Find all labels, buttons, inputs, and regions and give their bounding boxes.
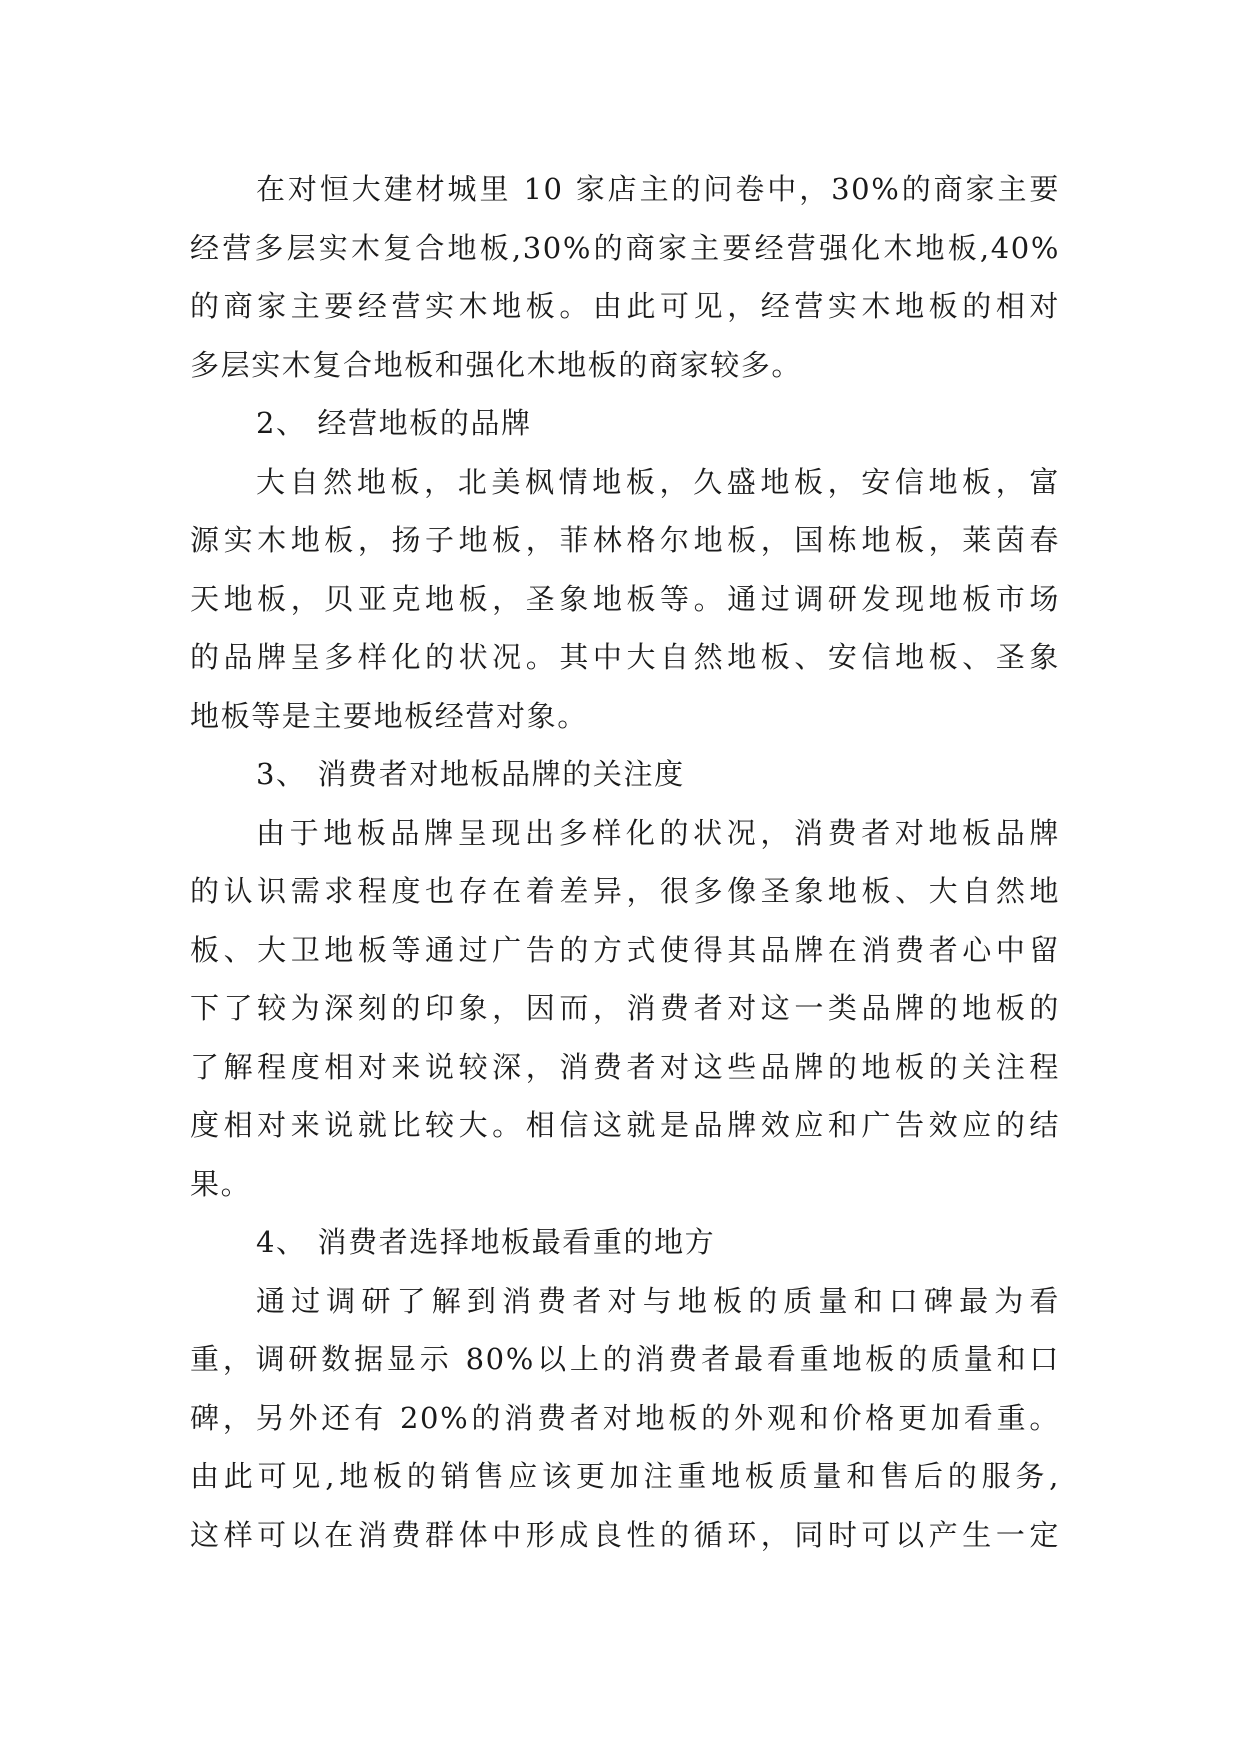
section-heading-brand-attention: 3、 消费者对地板品牌的关注度 xyxy=(256,757,685,791)
paragraph-brands xyxy=(190,453,1060,746)
text-line: 大自然地板，北美枫情地板，久盛地板，安信地板，富 xyxy=(256,464,1060,499)
text-line: 的认识需求程度也存在着差异，很多像圣象地板、大自然地 xyxy=(190,874,1060,908)
text-line: 的品牌呈多样化的状况。其中大自然地板、安信地板、圣象 xyxy=(190,640,1060,674)
text-line: 板、大卫地板等通过广告的方式使得其品牌在消费者心中留 xyxy=(190,932,1060,967)
text-line: 的商家主要经营实木地板。由此可见，经营实木地板的相对 xyxy=(190,289,1060,323)
paragraph-consumer-priorities xyxy=(190,1272,1060,1565)
section-heading-brands: 2、 经营地板的品牌 xyxy=(256,406,532,440)
text-line: 果。 xyxy=(190,1166,252,1201)
text-line: 由于地板品牌呈现出多样化的状况，消费者对地板品牌 xyxy=(256,815,1060,850)
paragraph-brand-attention xyxy=(190,804,1060,1214)
text-line: 下了较为深刻的印象，因而，消费者对这一类品牌的地板的 xyxy=(190,991,1060,1025)
text-line: 了解程度相对来说较深，消费者对这些品牌的地板的关注程 xyxy=(190,1049,1060,1084)
text-line: 在对恒大建材城里 10 家店主的问卷中，30%的商家主要 xyxy=(256,172,1060,206)
text-line: 通过调研了解到消费者对与地板的质量和口碑最为看 xyxy=(256,1283,1060,1318)
paragraph-store-survey xyxy=(190,160,1060,394)
document-body xyxy=(190,160,1060,1564)
text-line: 这样可以在消费群体中形成良性的循环，同时可以产生一定 xyxy=(190,1517,1060,1552)
text-line: 重，调研数据显示 80%以上的消费者最看重地板的质量和口 xyxy=(190,1342,1060,1376)
text-line: 源实木地板，扬子地板，菲林格尔地板，国栋地板，莱茵春 xyxy=(190,523,1060,557)
text-line: 天地板，贝亚克地板，圣象地板等。通过调研发现地板市场 xyxy=(190,581,1060,616)
text-line: 地板等是主要地板经营对象。 xyxy=(190,698,588,733)
text-line: 碑，另外还有 20%的消费者对地板的外观和价格更加看重。 xyxy=(190,1400,1060,1435)
text-line: 由此可见,地板的销售应该更加注重地板质量和售后的服务, xyxy=(190,1459,1060,1493)
text-line: 经营多层实木复合地板,30%的商家主要经营强化木地板,40% xyxy=(190,230,1060,265)
section-heading-consumer-priorities: 4、 消费者选择地板最看重的地方 xyxy=(256,1225,716,1259)
text-line: 多层实木复合地板和强化木地板的商家较多。 xyxy=(190,347,803,382)
text-line: 度相对来说就比较大。相信这就是品牌效应和广告效应的结 xyxy=(190,1108,1060,1142)
